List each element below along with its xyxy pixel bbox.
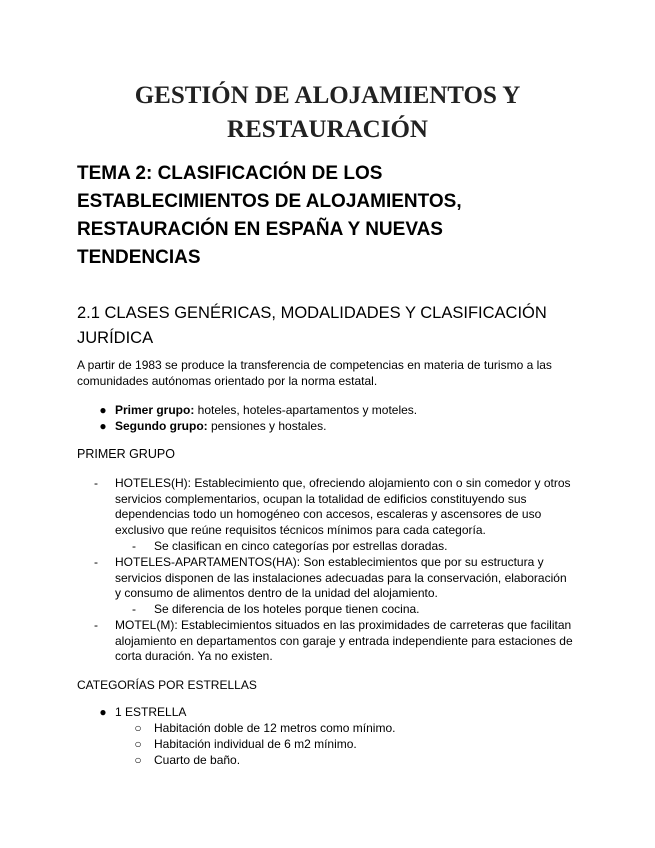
estrella-requirement: Habitación doble de 12 metros como mínimo. (154, 721, 396, 735)
estrella-requirement: Habitación individual de 6 m2 mínimo. (154, 737, 357, 751)
list-item (77, 476, 577, 539)
group-label: Segundo grupo: (115, 419, 208, 433)
group-list (77, 402, 577, 434)
dash-icon: - (132, 538, 136, 553)
list-item (77, 402, 577, 418)
group-description: hoteles, hoteles-apartamentos y moteles. (194, 403, 418, 417)
motel-description: MOTEL(M): Establecimientos situados en las proximidades de carreteras que facilitan alojamiento en departamentos con garaje y entrada independiente para estaciones de corta duración. Ya no existen. (115, 617, 573, 664)
group-description: pensiones y hostales. (207, 419, 327, 433)
group-label: Primer grupo: (115, 403, 195, 417)
estrella-label: 1 ESTRELLA (115, 705, 187, 719)
list-item (77, 602, 577, 618)
hoteles-apartamentos-subnote: Se diferencia de los hoteles porque tienen cocina. (154, 601, 420, 616)
dash-icon: - (94, 617, 98, 632)
list-item (77, 618, 577, 665)
estrella-requirement: Cuarto de baño. (154, 753, 241, 767)
group-item-text (115, 402, 417, 418)
hoteles-subnote: Se clasifican en cinco categorías por estrellas doradas. (154, 538, 448, 553)
circle-bullet-icon: ○ (134, 753, 142, 767)
estrella-list (77, 704, 577, 768)
group-item-text (115, 418, 326, 434)
section-heading: 2.1 CLASES GENÉRICAS, MODALIDADES Y CLASIFICACIÓN JURÍDICA (77, 304, 547, 347)
list-item (77, 752, 577, 768)
tema-heading: TEMA 2: CLASIFICACIÓN DE LOS ESTABLECIMIENTOS DE ALOJAMIENTOS, RESTAURACIÓN EN ESPAÑA Y NUEVAS TENDENCIAS (77, 163, 462, 268)
dash-icon: - (94, 476, 98, 490)
document-title-line-1: GESTIÓN DE ALOJAMIENTOS Y (134, 82, 521, 109)
bullet-icon: ● (99, 403, 107, 417)
dash-icon: - (132, 601, 136, 616)
list-item (77, 736, 577, 752)
circle-bullet-icon: ○ (134, 721, 142, 735)
hoteles-apartamentos-description: HOTELES-APARTAMENTOS(HA): Son establecimientos que por su estructura y servicios disponen de las instalaciones adecuadas para la conservación, elaboración y consumo de alimentos dentro de la unidad del alojamiento. (115, 554, 567, 601)
bullet-icon: ● (99, 419, 107, 433)
circle-bullet-icon: ○ (134, 737, 142, 751)
hoteles-description: HOTELES(H): Establecimiento que, ofreciendo alojamiento con o sin comedor y otros servicios complementarios, ocupan la totalidad de edificios constituyendo sus dependencias todo un homogéneo con accesos, escaleras y ascensores de uso exclusivo que reúne requisitos técnicos mínimos para cada categoría. (115, 476, 571, 538)
list-item (77, 720, 577, 736)
dash-icon: - (94, 554, 98, 569)
bullet-icon: ● (99, 705, 107, 719)
list-item (77, 539, 577, 555)
list-item (77, 418, 577, 434)
list-item (77, 704, 577, 720)
primer-grupo-list (77, 476, 577, 665)
categorias-heading: CATEGORÍAS POR ESTRELLAS (77, 678, 257, 692)
intro-paragraph: A partir de 1983 se produce la transferencia de competencias en materia de turismo a las comunidades autónomas orientado por la norma estatal. (77, 358, 552, 388)
document-title-line-2: RESTAURACIÓN (227, 116, 428, 143)
primer-grupo-heading: PRIMER GRUPO (77, 447, 175, 461)
list-item (77, 555, 577, 602)
